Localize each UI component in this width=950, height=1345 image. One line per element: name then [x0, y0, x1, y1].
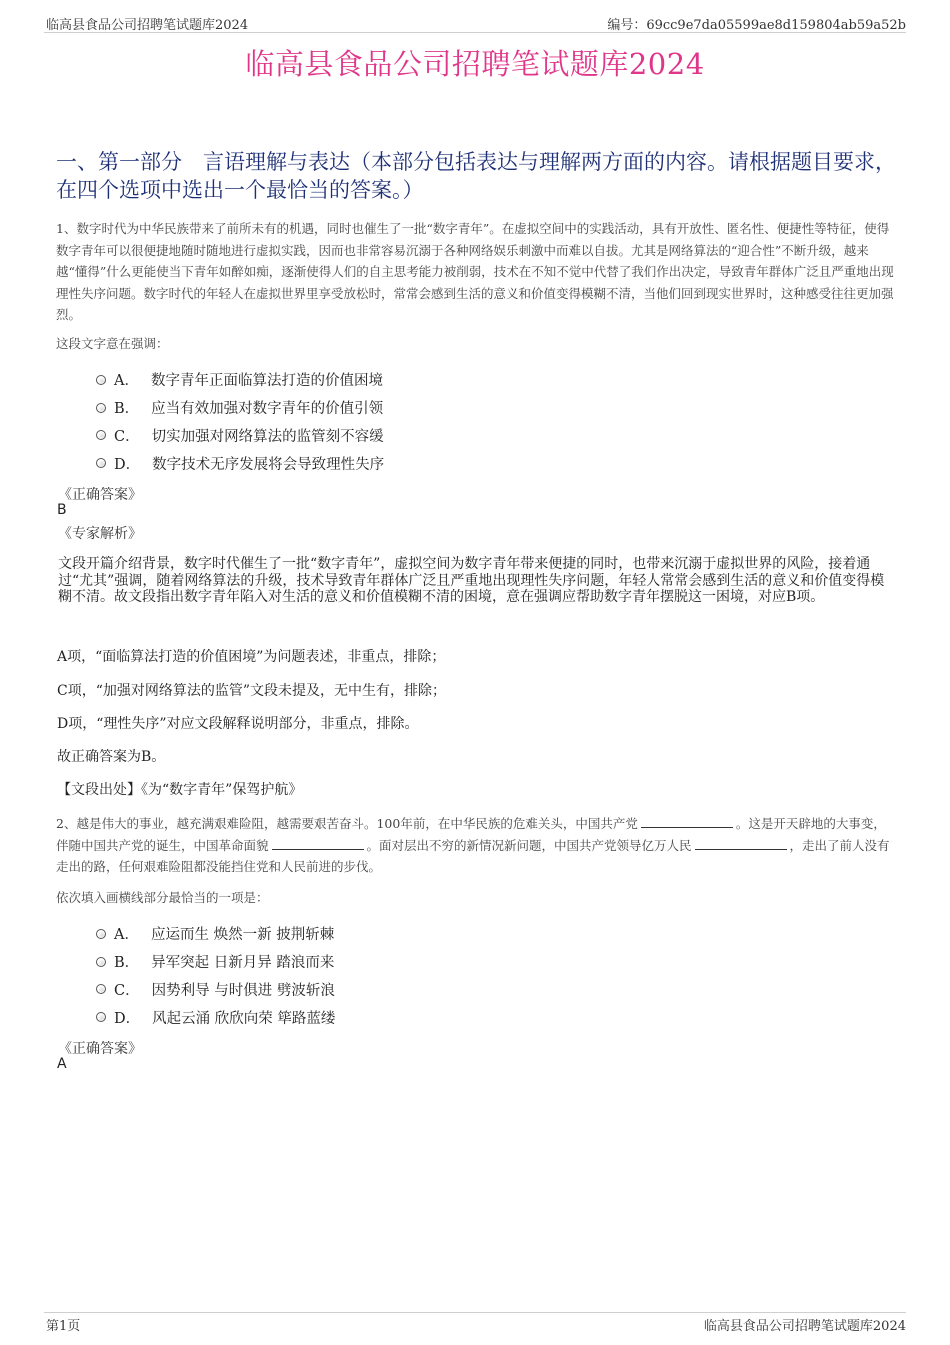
radio-icon[interactable]	[96, 458, 106, 468]
text-source: 【文段出处】《为“数字青年”保驾护航》	[57, 782, 303, 798]
option-letter: D．	[114, 456, 141, 473]
analysis-note-c: C项，“加强对网络算法的监管”文段未提及，无中生有，排除；	[57, 683, 447, 699]
question-1-text: 1、数字时代为中华民族带来了前所未有的机遇，同时也催生了一批“数字青年”。在虚拟空间中的实践活动，具有开放性、匿名性、便捷性等特征，使得数字青年可以很便捷地随时随地进行虚拟实践，因而也非常容易沉溺于各种网络娱乐刺激中而难以自拔。尤其是网络算法的“迎合性”不断升级，越来越“懂得”什么更能使当下青年如醉如痴，逐渐使得人们的自主思考能力被削弱，技术在不知不觉中代替了我们作出决定，导致青年群体广泛且严重地出现理性失序问题。数字时代的年轻人在虚拟世界里享受放松时，常常会感到生活的意义和价值变得模糊不清，当他们回到现实世界时，这种感受往往更加强烈。	[56, 221, 894, 322]
option-d[interactable]	[96, 449, 384, 477]
analysis-label: 《专家解析》	[58, 526, 142, 542]
analysis-note-d: D项，“理性失序”对应文段解释说明部分，非重点，排除。	[57, 716, 419, 732]
question-1-options	[96, 366, 384, 477]
radio-icon[interactable]	[96, 1012, 106, 1022]
question-2-text-part2: 。这是开天辟地的大事变，伴随中国共产党的诞生，中国革命面貌	[56, 816, 886, 853]
question-2-text	[56, 813, 898, 878]
footer-title: 临高县食品公司招聘笔试题库2024	[703, 1319, 906, 1334]
option-text: 数字青年正面临算法打造的价值困境	[150, 373, 383, 390]
option-letter: A．	[114, 927, 139, 944]
answer-label: 《正确答案》	[58, 487, 142, 503]
radio-icon[interactable]	[96, 984, 106, 994]
option-b[interactable]	[96, 948, 335, 976]
option-letter: C．	[114, 982, 140, 999]
option-a[interactable]	[96, 366, 384, 394]
option-text: 切实加强对网络算法的监管刻不容缓	[151, 428, 384, 445]
option-text: 应当有效加强对数字青年的价值引领	[151, 401, 384, 418]
radio-icon[interactable]	[96, 375, 106, 385]
option-text: 数字技术无序发展将会导致理性失序	[152, 456, 385, 473]
option-text: 异军突起 日新月异 踏浪而来	[151, 955, 335, 972]
analysis-conclusion: 故正确答案为B。	[57, 749, 166, 765]
header-title: 临高县食品公司招聘笔试题库2024	[46, 18, 249, 33]
radio-icon[interactable]	[96, 929, 106, 939]
option-letter: B．	[114, 401, 140, 418]
question-2-text-part1: 2、越是伟大的事业，越充满艰难险阻，越需要艰苦奋斗。100年前，在中华民族的危难关头，中国共产党	[56, 816, 638, 831]
page-header	[44, 14, 906, 33]
expert-analysis: 文段开篇介绍背景，数字时代催生了一批“数字青年”，虚拟空间为数字青年带来便捷的同时，也带来沉溺于虚拟世界的风险，接着通过“尤其”强调，随着网络算法的升级，技术导致青年群体广泛且严重地出现理性失序问题，年轻人常常会感到生活的意义和价值变得模糊不清。故文段指出数字青年陷入对生活的意义和价值模糊不清的困境，意在强调应帮助数字青年摆脱这一困境，对应B项。	[58, 556, 885, 605]
option-d[interactable]	[96, 1003, 335, 1031]
option-b[interactable]	[96, 394, 384, 422]
option-c[interactable]	[96, 422, 384, 450]
radio-icon[interactable]	[96, 403, 106, 413]
page-footer	[44, 1312, 906, 1333]
option-letter: C．	[114, 428, 140, 445]
fill-blank-3	[695, 839, 787, 850]
correct-answer: A	[57, 1056, 67, 1072]
question-2-text-part3: 。面对层出不穷的新情况新问题，中国共产党领导亿万人民	[366, 837, 692, 853]
option-text: 风起云涌 欣欣向荣 筚路蓝缕	[152, 1010, 336, 1027]
radio-icon[interactable]	[96, 957, 106, 967]
section-heading: 一、第一部分 言语理解与表达（本部分包括表达与理解两方面的内容。请根据题目要求，在四个选项中选出一个最恰当的答案。）	[56, 150, 896, 202]
correct-answer: B	[57, 502, 67, 518]
question-1-prompt: 这段文字意在强调：	[56, 336, 169, 351]
analysis-note-a: A项，“面临算法打造的价值困境”为问题表述，非重点，排除；	[57, 649, 446, 665]
option-letter: D．	[114, 1010, 141, 1027]
option-c[interactable]	[96, 976, 335, 1004]
question-2-options	[96, 920, 335, 1031]
fill-blank-2	[272, 839, 364, 850]
page-number: 第1页	[46, 1319, 81, 1334]
answer-label: 《正确答案》	[58, 1041, 142, 1057]
option-text: 应运而生 焕然一新 披荆斩棘	[150, 927, 335, 944]
option-a[interactable]	[96, 920, 335, 948]
fill-blank-1	[641, 817, 733, 828]
option-letter: A．	[114, 373, 139, 390]
document-title: 临高县食品公司招聘笔试题库2024	[245, 47, 705, 81]
document-id: 编号：69cc9e7da05599ae8d159804ab59a52b	[607, 18, 906, 33]
question-2-prompt: 依次填入画横线部分最恰当的一项是：	[56, 890, 269, 905]
option-text: 因势利导 与时俱进 劈波斩浪	[151, 982, 335, 999]
radio-icon[interactable]	[96, 430, 106, 440]
option-letter: B．	[114, 955, 140, 972]
question-2-text-part4: ，走出了前人没有走出的路，任何艰难险阻都没能挡住党和人民前进的步伐。	[56, 837, 890, 874]
